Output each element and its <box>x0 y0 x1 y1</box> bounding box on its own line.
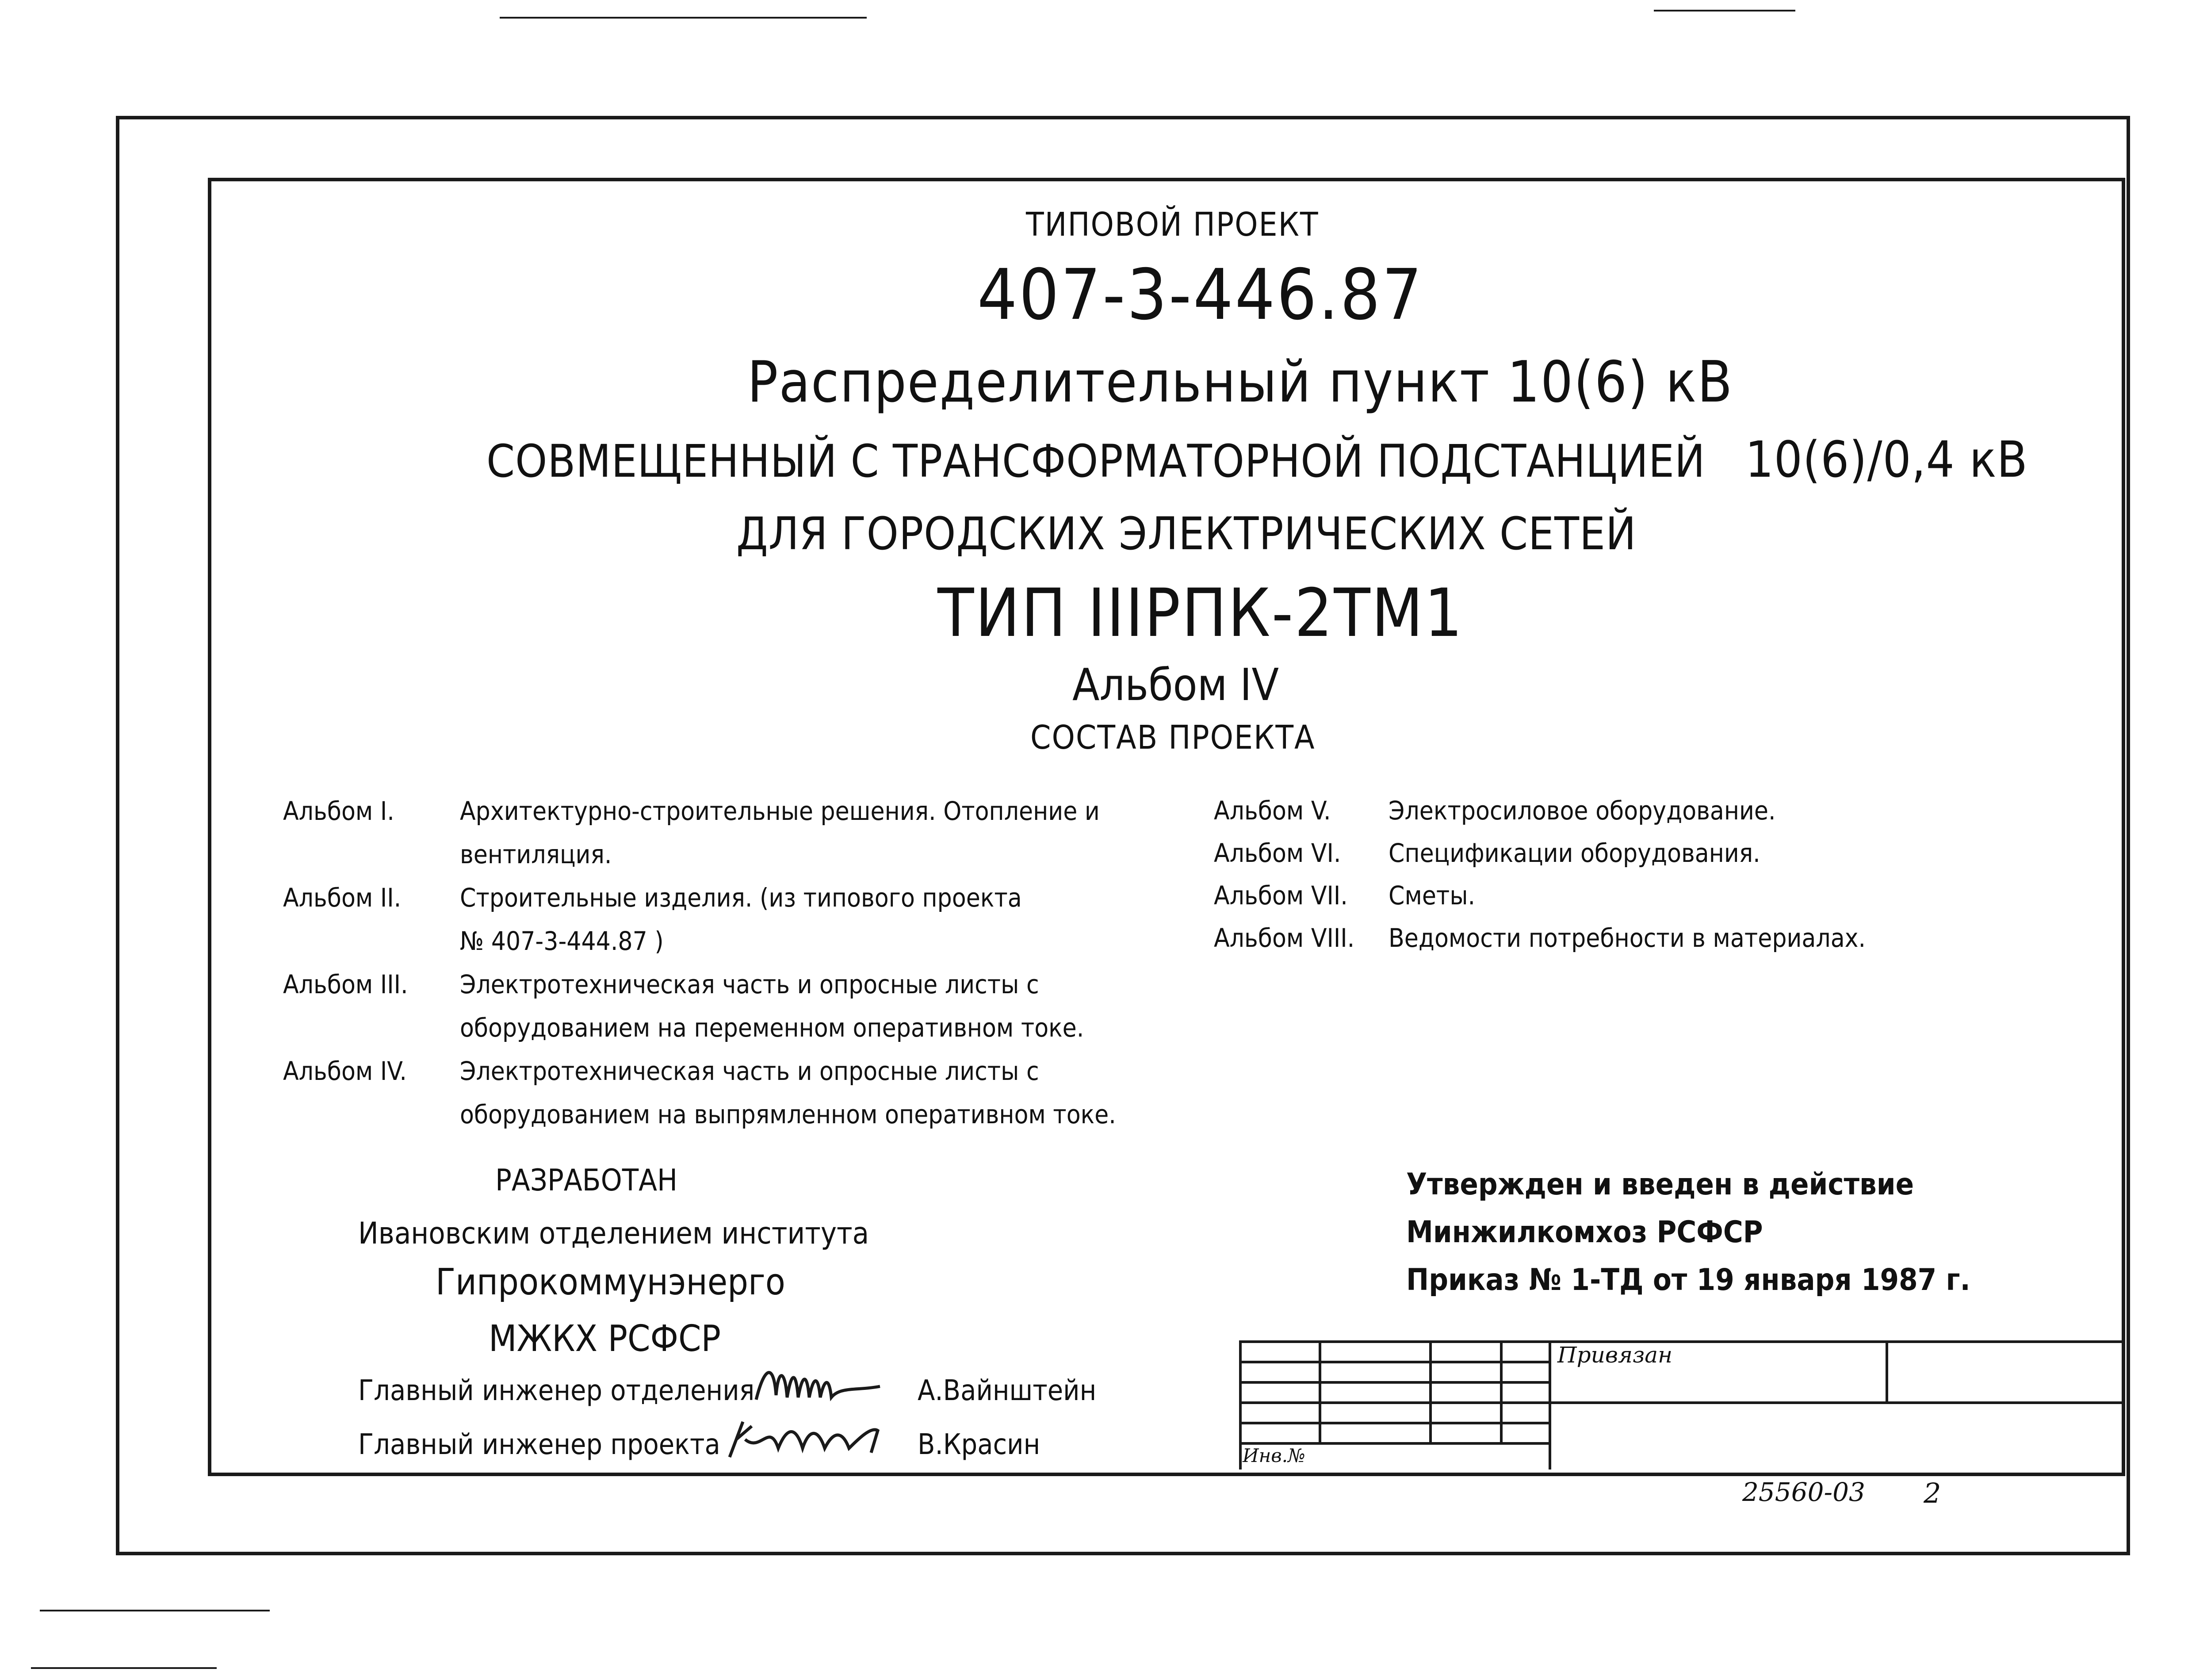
scan-artifact <box>40 1610 270 1611</box>
album-item-label: Альбом V. <box>1214 796 1331 826</box>
stamp-line <box>1886 1340 1888 1401</box>
composition-heading: СОСТАВ ПРОЕКТА <box>1030 719 1316 757</box>
album-item-text: оборудованием на переменном оперативном токе. <box>460 1013 1084 1043</box>
type-designation: ТИП IIIРПК-2ТМ1 <box>937 575 1464 652</box>
approval-line-2: Минжилкомхоз РСФСР <box>1406 1215 1763 1250</box>
title-line-2 <box>486 431 2028 489</box>
approval-line-3: Приказ № 1-ТД от 19 января 1987 г. <box>1406 1263 1970 1297</box>
stamp-line <box>1239 1340 2123 1343</box>
album-item-text: Архитектурно-строительные решения. Отопление и <box>460 796 1100 826</box>
stamp-line <box>1319 1340 1321 1442</box>
album-item-label: Альбом VII. <box>1214 880 1348 911</box>
album-title: Альбом IV <box>1072 659 1279 711</box>
album-item-text: Электротехническая часть и опросные листы с <box>460 1056 1039 1086</box>
sheet-number: 2 <box>1924 1477 1941 1509</box>
stamp-line <box>1549 1340 1551 1470</box>
album-item-text: Электросиловое оборудование. <box>1389 796 1776 826</box>
scan-artifact <box>31 1667 217 1669</box>
album-item-label: Альбом VIII. <box>1214 923 1355 953</box>
scan-artifact <box>500 17 867 19</box>
title-line-2-main: СОВМЕЩЕННЫЙ С ТРАНСФОРМАТОРНОЙ ПОДСТАНЦИЕЙ <box>486 435 1706 488</box>
album-item-text: Строительные изделия. (из типового проекта <box>460 883 1022 913</box>
signature-name: В.Красин <box>918 1428 1040 1461</box>
developer-line-1: Ивановским отделением института <box>358 1216 869 1251</box>
project-type-label: ТИПОВОЙ ПРОЕКТ <box>1026 206 1319 244</box>
album-item-text: Сметы. <box>1389 880 1476 911</box>
title-line-1: Распределительный пункт 10(6) кВ <box>747 349 1733 415</box>
album-item-text: Ведомости потребности в материалах. <box>1389 923 1866 953</box>
album-item-text: № 407-3-444.87 ) <box>460 926 664 956</box>
signature-role: Главный инженер проекта <box>358 1428 720 1461</box>
title-line-2-voltage: 10(6)/0,4 кВ <box>1745 431 2028 489</box>
stamp-line <box>1239 1340 1242 1470</box>
title-stamp <box>1239 1340 2123 1470</box>
developer-line-2: Гипрокоммунэнерго <box>436 1261 785 1303</box>
album-item-text: оборудованием на выпрямленном оперативном токе. <box>460 1099 1116 1129</box>
album-item-text: Электротехническая часть и опросные листы с <box>460 969 1039 999</box>
album-item-text: Спецификации оборудования. <box>1389 838 1760 868</box>
stamp-inv-label: Инв.№ <box>1243 1445 1305 1466</box>
album-item-label: Альбом III. <box>283 969 408 999</box>
document-code: 25560-03 <box>1742 1477 1865 1507</box>
album-item-text: вентиляция. <box>460 839 612 869</box>
developer-line-3: МЖКХ РСФСР <box>489 1318 721 1360</box>
scan-artifact <box>1654 10 1795 11</box>
album-item-label: Альбом IV. <box>283 1056 407 1086</box>
project-number: 407-3-446.87 <box>977 254 1424 336</box>
title-line-3: ДЛЯ ГОРОДСКИХ ЭЛЕКТРИЧЕСКИХ СЕТЕЙ <box>736 508 1637 560</box>
album-item-label: Альбом I. <box>283 796 394 826</box>
stamp-line <box>1500 1340 1503 1442</box>
approval-line-1: Утвержден и введен в действие <box>1406 1167 1914 1202</box>
stamp-tied-label: Привязан <box>1557 1342 1673 1368</box>
stamp-line <box>1429 1340 1432 1442</box>
signature-name: А.Вайнштейн <box>918 1374 1097 1407</box>
album-item-label: Альбом VI. <box>1214 838 1341 868</box>
signature-scribble <box>752 1360 884 1413</box>
album-item-label: Альбом II. <box>283 883 402 913</box>
developer-heading: РАЗРАБОТАН <box>495 1163 677 1198</box>
signature-scribble <box>725 1413 884 1466</box>
signature-role: Главный инженер отделения <box>358 1374 755 1407</box>
stamp-line <box>1239 1401 2123 1404</box>
